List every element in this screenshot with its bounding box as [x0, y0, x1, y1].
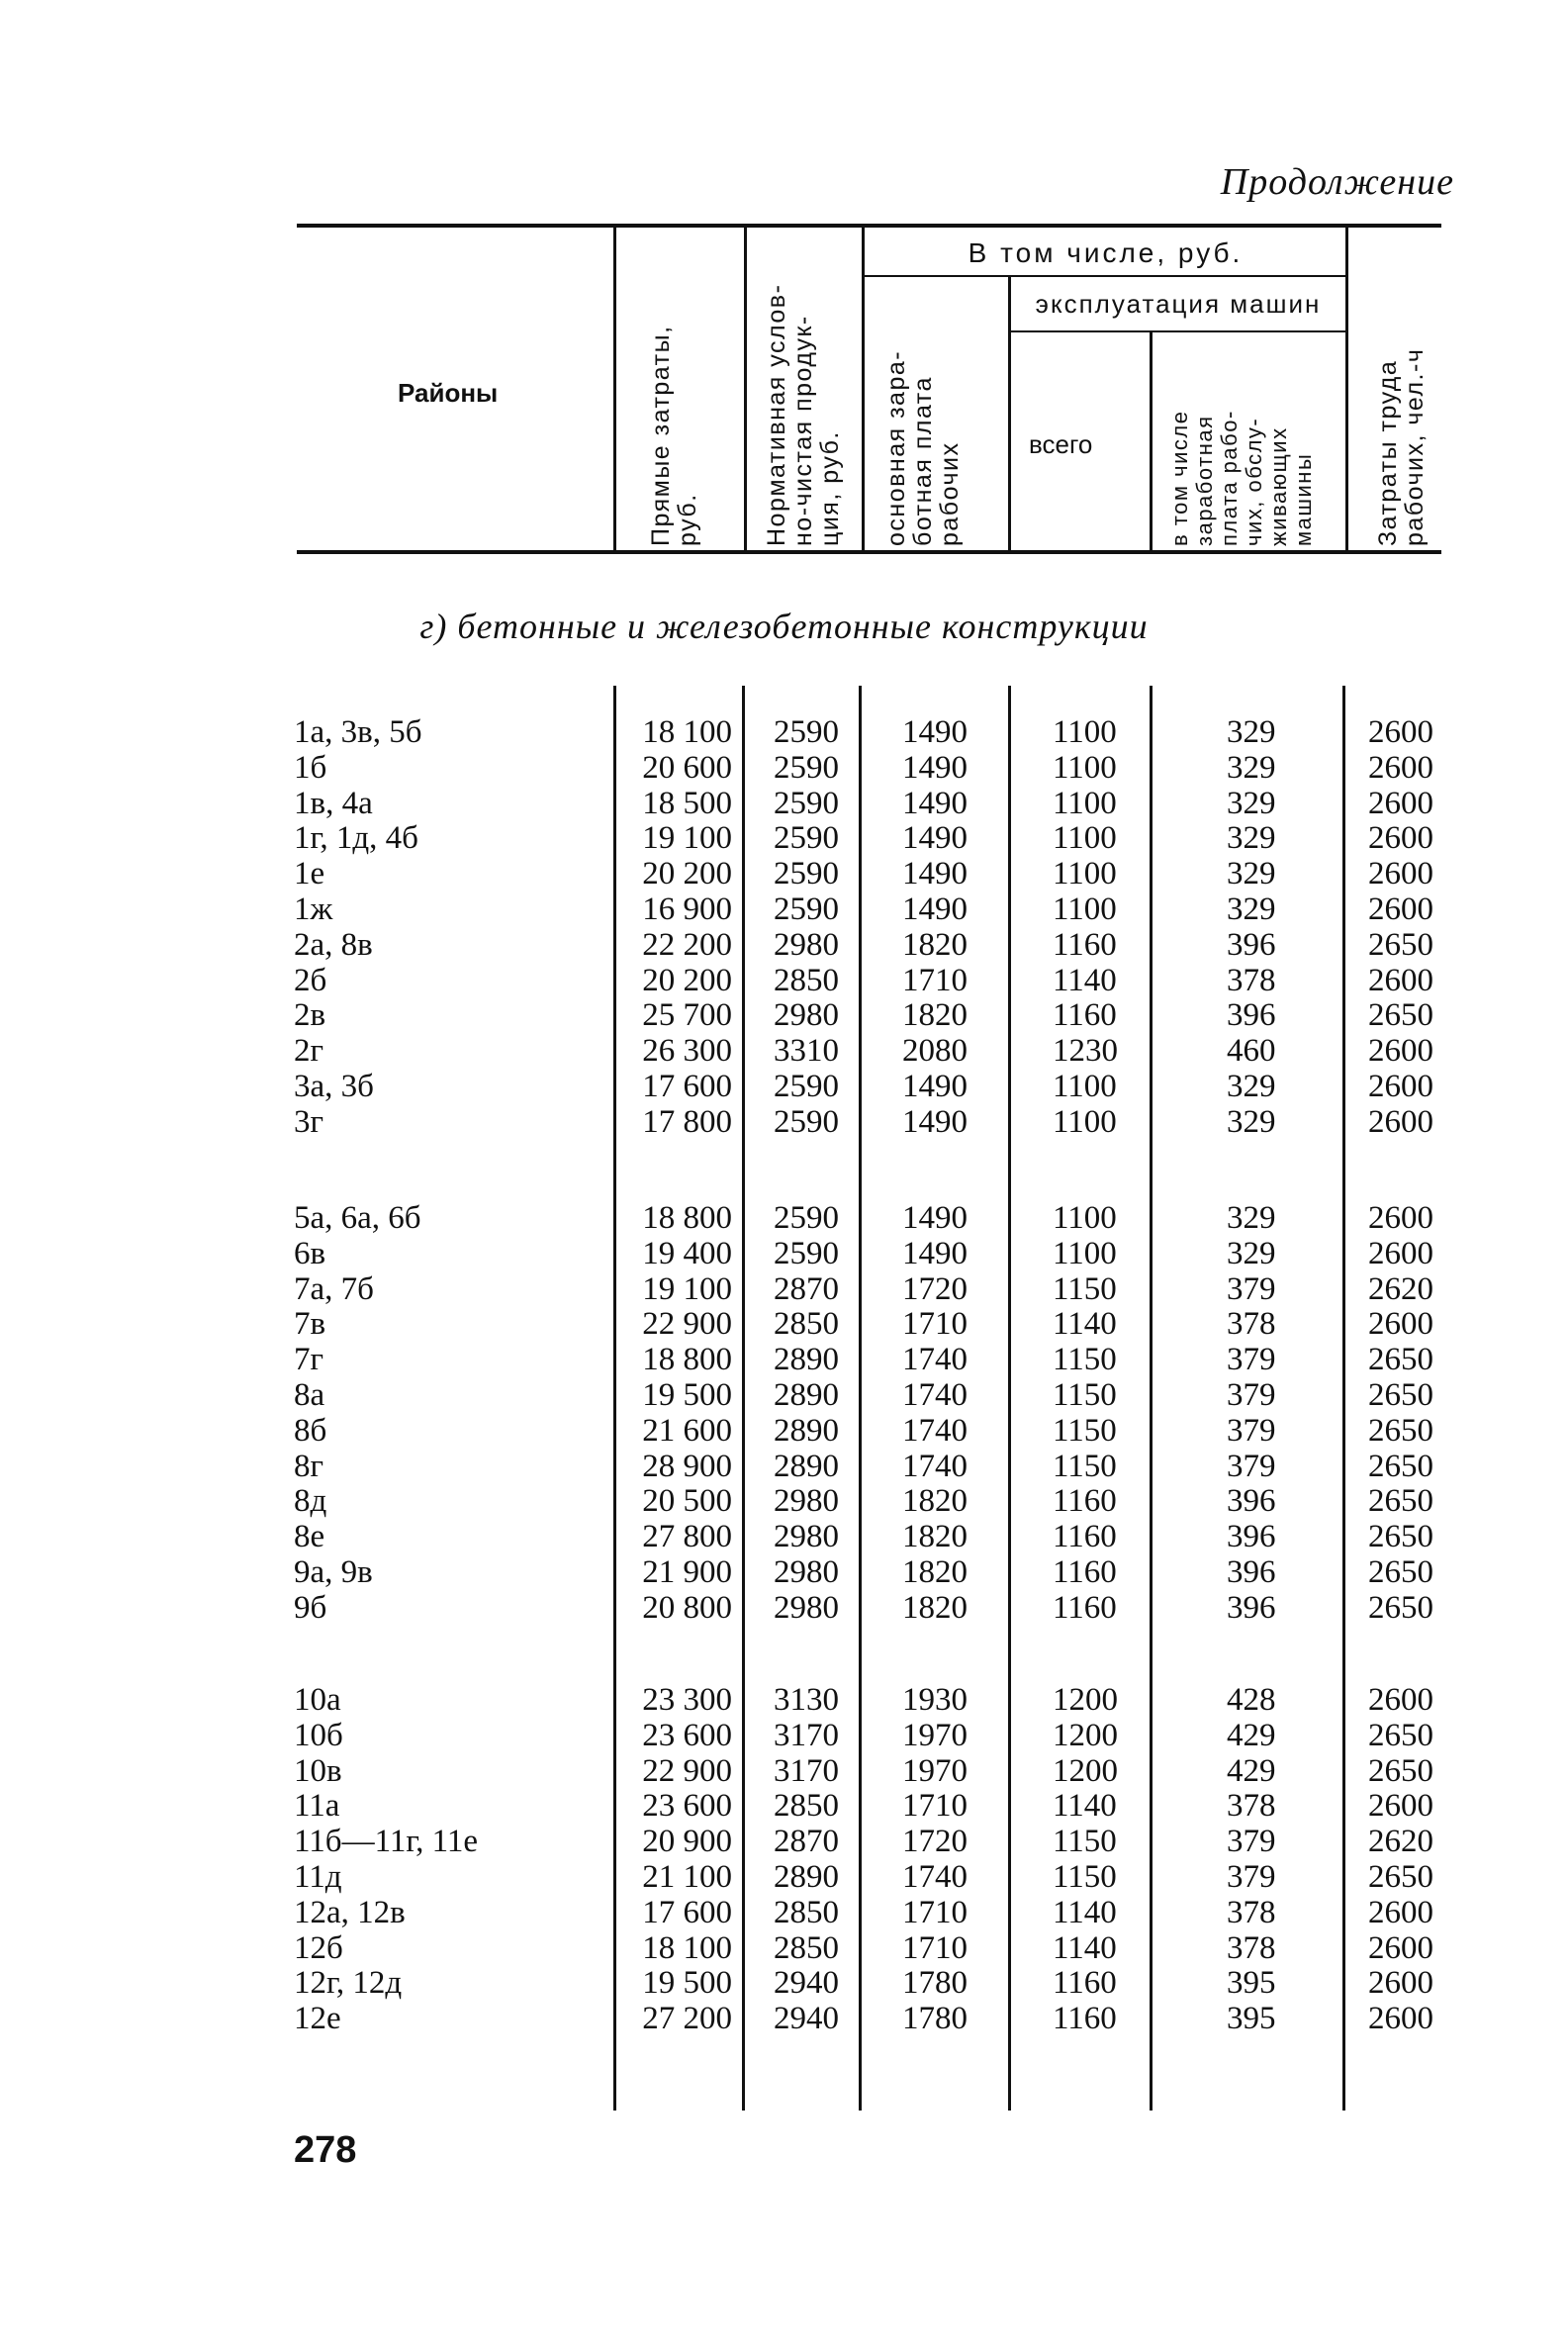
cell-machine-wages: 396: [1227, 1483, 1276, 1520]
cell-base-wages: 1490: [902, 785, 968, 821]
cell-labor: 2600: [1368, 891, 1433, 927]
cell-machine-wages: 396: [1227, 1554, 1276, 1590]
cell-machine-total: 1200: [1053, 1752, 1118, 1789]
table-row: [0, 1519, 1568, 1554]
cell-base-wages: 1820: [902, 1554, 968, 1590]
cell-direct-costs: 23 300: [642, 1682, 732, 1718]
cell-direct-costs: 19 100: [642, 1270, 732, 1307]
cell-direct-costs: 18 100: [642, 1929, 732, 1966]
table-row: [0, 963, 1568, 998]
cell-normative-net: 2590: [774, 1069, 839, 1104]
cell-machine-total: 1100: [1053, 1069, 1117, 1104]
cell-direct-costs: 19 500: [642, 1377, 732, 1413]
cell-region: 1ж: [294, 891, 333, 927]
cell-normative-net: 2850: [774, 1929, 839, 1966]
cell-direct-costs: 18 800: [642, 1200, 732, 1236]
cell-machine-total: 1150: [1053, 1412, 1117, 1449]
cell-machine-total: 1100: [1053, 891, 1117, 927]
cell-machine-total: 1160: [1053, 1483, 1117, 1520]
header-total: всего: [1029, 429, 1093, 459]
cell-normative-net: 2850: [774, 962, 839, 998]
cell-normative-net: 2850: [774, 1788, 839, 1825]
cell-machine-total: 1140: [1053, 962, 1117, 998]
cell-labor: 2600: [1368, 1965, 1433, 2002]
cell-labor: 2650: [1368, 1377, 1433, 1413]
cell-region: 7а, 7б: [294, 1270, 374, 1307]
cell-machine-total: 1160: [1053, 2001, 1117, 2037]
table-row: [0, 1824, 1568, 1859]
cell-region: 5а, 6а, 6б: [294, 1200, 421, 1236]
cell-normative-net: 2590: [774, 1200, 839, 1236]
table-row: [0, 1682, 1568, 1718]
cell-machine-total: 1200: [1053, 1717, 1118, 1753]
table-row: [0, 1236, 1568, 1271]
header-col-line: [744, 228, 747, 550]
cell-labor: 2650: [1368, 926, 1433, 963]
cell-direct-costs: 19 400: [642, 1235, 732, 1271]
table-row: [0, 2001, 1568, 2036]
cell-machine-total: 1100: [1053, 714, 1117, 750]
table-row: [0, 1753, 1568, 1789]
cell-labor: 2650: [1368, 1519, 1433, 1555]
cell-machine-total: 1200: [1053, 1682, 1118, 1718]
cell-direct-costs: 27 200: [642, 2001, 732, 2037]
table-row: [0, 1483, 1568, 1519]
cell-region: 2а, 8в: [294, 926, 373, 963]
cell-labor: 2600: [1368, 714, 1433, 750]
table-row: [0, 1788, 1568, 1824]
cell-machine-wages: 329: [1227, 1235, 1276, 1271]
cell-machine-wages: 429: [1227, 1752, 1276, 1789]
cell-base-wages: 1710: [902, 1788, 968, 1825]
cell-direct-costs: 22 200: [642, 926, 732, 963]
table-row: [0, 891, 1568, 927]
cell-labor: 2600: [1368, 1235, 1433, 1271]
cell-labor: 2600: [1368, 2001, 1433, 2037]
table-row: [0, 1271, 1568, 1307]
cell-machine-wages: 395: [1227, 1965, 1276, 2002]
cell-machine-wages: 329: [1227, 1200, 1276, 1236]
cell-machine-total: 1140: [1053, 1306, 1117, 1343]
header-normative-net: Нормативная услов- но-чистая продук- ция, руб.: [763, 283, 844, 546]
table-row: [0, 1554, 1568, 1590]
cell-labor: 2600: [1368, 749, 1433, 786]
cell-base-wages: 1490: [902, 856, 968, 892]
cell-direct-costs: 20 500: [642, 1483, 732, 1520]
cell-region: 2г: [294, 1033, 324, 1070]
cell-region: 8д: [294, 1483, 327, 1520]
cell-direct-costs: 20 900: [642, 1824, 732, 1860]
cell-direct-costs: 19 500: [642, 1965, 732, 2002]
cell-normative-net: 2590: [774, 714, 839, 750]
cell-region: 12б: [294, 1929, 343, 1966]
cell-machine-wages: 329: [1227, 749, 1276, 786]
cell-region: 7г: [294, 1342, 324, 1378]
cell-direct-costs: 21 100: [642, 1859, 732, 1895]
cell-machine-wages: 379: [1227, 1270, 1276, 1307]
cell-normative-net: 2590: [774, 820, 839, 857]
cell-normative-net: 2980: [774, 1589, 839, 1626]
cell-machine-total: 1230: [1053, 1033, 1118, 1070]
cell-base-wages: 1780: [902, 2001, 968, 2037]
cell-machine-wages: 378: [1227, 1929, 1276, 1966]
cell-machine-total: 1100: [1053, 1103, 1117, 1140]
cell-labor: 2600: [1368, 1788, 1433, 1825]
cell-normative-net: 2940: [774, 1965, 839, 2002]
cell-machine-wages: 396: [1227, 1589, 1276, 1626]
cell-base-wages: 1490: [902, 1069, 968, 1104]
cell-machine-wages: 396: [1227, 926, 1276, 963]
cell-direct-costs: 20 200: [642, 856, 732, 892]
cell-machine-wages: 428: [1227, 1682, 1276, 1718]
cell-normative-net: 2980: [774, 1483, 839, 1520]
cell-machine-wages: 396: [1227, 1519, 1276, 1555]
table-row: [0, 1895, 1568, 1930]
cell-normative-net: 2870: [774, 1824, 839, 1860]
cell-labor: 2650: [1368, 1589, 1433, 1626]
cell-normative-net: 2850: [774, 1894, 839, 1930]
cell-direct-costs: 26 300: [642, 1033, 732, 1070]
cell-direct-costs: 23 600: [642, 1788, 732, 1825]
cell-labor: 2650: [1368, 1448, 1433, 1484]
cell-base-wages: 1710: [902, 962, 968, 998]
header-top-rule: [297, 224, 1441, 228]
cell-labor: 2600: [1368, 856, 1433, 892]
cell-region: 9б: [294, 1589, 327, 1626]
cell-region: 11а: [294, 1788, 340, 1825]
cell-base-wages: 2080: [902, 1033, 968, 1070]
cell-normative-net: 2870: [774, 1270, 839, 1307]
cell-normative-net: 2980: [774, 1554, 839, 1590]
cell-labor: 2600: [1368, 1033, 1433, 1070]
cell-direct-costs: 21 900: [642, 1554, 732, 1590]
cell-direct-costs: 17 800: [642, 1103, 732, 1140]
cell-machine-total: 1100: [1053, 1200, 1117, 1236]
header-machine-operation: эксплуатация машин: [1035, 289, 1322, 319]
cell-labor: 2600: [1368, 785, 1433, 821]
cell-direct-costs: 22 900: [642, 1752, 732, 1789]
header-direct-costs: Прямые затраты, руб.: [647, 325, 701, 546]
cell-normative-net: 2590: [774, 1103, 839, 1140]
cell-base-wages: 1710: [902, 1306, 968, 1343]
table-row: [0, 714, 1568, 750]
cell-labor: 2620: [1368, 1270, 1433, 1307]
cell-direct-costs: 18 100: [642, 714, 732, 750]
cell-direct-costs: 22 900: [642, 1306, 732, 1343]
cell-region: 8а: [294, 1377, 325, 1413]
cell-machine-total: 1140: [1053, 1929, 1117, 1966]
cell-machine-wages: 379: [1227, 1859, 1276, 1895]
cell-labor: 2600: [1368, 1306, 1433, 1343]
cell-region: 12а, 12в: [294, 1894, 406, 1930]
cell-normative-net: 2590: [774, 749, 839, 786]
table-row: [0, 1069, 1568, 1104]
table-row: [0, 820, 1568, 856]
cell-direct-costs: 18 800: [642, 1342, 732, 1378]
cell-base-wages: 1820: [902, 997, 968, 1034]
cell-normative-net: 2980: [774, 926, 839, 963]
cell-normative-net: 2980: [774, 1519, 839, 1555]
cell-base-wages: 1820: [902, 1519, 968, 1555]
cell-labor: 2650: [1368, 1483, 1433, 1520]
cell-direct-costs: 27 800: [642, 1519, 732, 1555]
cell-machine-wages: 379: [1227, 1377, 1276, 1413]
cell-labor: 2600: [1368, 1929, 1433, 1966]
cell-machine-total: 1100: [1053, 820, 1117, 857]
cell-region: 8е: [294, 1519, 325, 1555]
table-row: [0, 997, 1568, 1033]
cell-direct-costs: 18 500: [642, 785, 732, 821]
cell-machine-wages: 329: [1227, 820, 1276, 857]
cell-normative-net: 3130: [774, 1682, 839, 1718]
cell-region: 8г: [294, 1448, 324, 1484]
cell-base-wages: 1710: [902, 1894, 968, 1930]
cell-normative-net: 3170: [774, 1717, 839, 1753]
cell-direct-costs: 19 100: [642, 820, 732, 857]
cell-labor: 2650: [1368, 1752, 1433, 1789]
table-row: [0, 1033, 1568, 1069]
cell-machine-wages: 396: [1227, 997, 1276, 1034]
cell-machine-wages: 329: [1227, 1103, 1276, 1140]
cell-direct-costs: 17 600: [642, 1069, 732, 1104]
cell-base-wages: 1970: [902, 1717, 968, 1753]
cell-direct-costs: 21 600: [642, 1412, 732, 1449]
table-row: [0, 750, 1568, 786]
cell-normative-net: 2590: [774, 785, 839, 821]
cell-normative-net: 2850: [774, 1306, 839, 1343]
table-row: [0, 1930, 1568, 1966]
cell-base-wages: 1820: [902, 926, 968, 963]
cell-labor: 2650: [1368, 1412, 1433, 1449]
cell-normative-net: 3170: [774, 1752, 839, 1789]
table-row: [0, 1342, 1568, 1377]
cell-labor: 2650: [1368, 1717, 1433, 1753]
cell-machine-wages: 379: [1227, 1412, 1276, 1449]
table-row: [0, 1718, 1568, 1753]
table-row: [0, 1377, 1568, 1413]
cell-machine-wages: 379: [1227, 1824, 1276, 1860]
header-subrule: [865, 275, 1345, 277]
header-col-line: [613, 228, 616, 550]
cell-direct-costs: 25 700: [642, 997, 732, 1034]
table-row: [0, 786, 1568, 821]
cell-normative-net: 2890: [774, 1377, 839, 1413]
cell-base-wages: 1490: [902, 714, 968, 750]
cell-region: 9а, 9в: [294, 1554, 373, 1590]
cell-base-wages: 1820: [902, 1483, 968, 1520]
cell-base-wages: 1740: [902, 1377, 968, 1413]
cell-labor: 2650: [1368, 1859, 1433, 1895]
header-including: В том числе, руб.: [968, 237, 1244, 268]
cell-direct-costs: 28 900: [642, 1448, 732, 1484]
cell-base-wages: 1490: [902, 891, 968, 927]
cell-machine-total: 1150: [1053, 1270, 1117, 1307]
cell-region: 3а, 3б: [294, 1069, 374, 1104]
cell-normative-net: 2890: [774, 1412, 839, 1449]
cell-machine-total: 1100: [1053, 749, 1117, 786]
cell-machine-total: 1100: [1053, 1235, 1117, 1271]
cell-machine-wages: 429: [1227, 1717, 1276, 1753]
cell-machine-total: 1160: [1053, 1965, 1117, 2002]
cell-region: 6в: [294, 1235, 326, 1271]
cell-machine-wages: 378: [1227, 1788, 1276, 1825]
cell-base-wages: 1970: [902, 1752, 968, 1789]
cell-labor: 2650: [1368, 1342, 1433, 1378]
cell-labor: 2650: [1368, 997, 1433, 1034]
cell-machine-total: 1150: [1053, 1859, 1117, 1895]
cell-direct-costs: 16 900: [642, 891, 732, 927]
table-row: [0, 1590, 1568, 1626]
cell-region: 1б: [294, 749, 327, 786]
cell-normative-net: 2980: [774, 997, 839, 1034]
cell-machine-total: 1160: [1053, 1589, 1117, 1626]
cell-normative-net: 2890: [774, 1342, 839, 1378]
cell-machine-wages: 329: [1227, 856, 1276, 892]
header-col-line: [1345, 228, 1348, 550]
cell-base-wages: 1710: [902, 1929, 968, 1966]
cell-machine-wages: 378: [1227, 1306, 1276, 1343]
cell-machine-total: 1150: [1053, 1448, 1117, 1484]
cell-base-wages: 1720: [902, 1270, 968, 1307]
cell-machine-wages: 329: [1227, 1069, 1276, 1104]
cell-region: 11д: [294, 1859, 342, 1895]
cell-direct-costs: 23 600: [642, 1717, 732, 1753]
cell-direct-costs: 20 800: [642, 1589, 732, 1626]
cell-machine-total: 1140: [1053, 1894, 1117, 1930]
cell-machine-wages: 379: [1227, 1448, 1276, 1484]
cell-region: 12е: [294, 2001, 341, 2037]
cell-region: 2в: [294, 997, 326, 1034]
header-subrule: [1011, 330, 1345, 332]
header-base-wages: основная зара- ботная плата рабочих: [882, 349, 964, 546]
cell-base-wages: 1720: [902, 1824, 968, 1860]
cell-normative-net: 2890: [774, 1859, 839, 1895]
cell-direct-costs: 17 600: [642, 1894, 732, 1930]
cell-normative-net: 3310: [774, 1033, 839, 1070]
cell-region: 10а: [294, 1682, 341, 1718]
cell-base-wages: 1740: [902, 1412, 968, 1449]
cell-machine-total: 1160: [1053, 997, 1117, 1034]
cell-labor: 2600: [1368, 820, 1433, 857]
table-row: [0, 1200, 1568, 1236]
cell-region: 10б: [294, 1717, 343, 1753]
cell-machine-total: 1150: [1053, 1342, 1117, 1378]
cell-machine-wages: 329: [1227, 891, 1276, 927]
cell-machine-wages: 379: [1227, 1342, 1276, 1378]
table-row: [0, 1413, 1568, 1449]
cell-machine-total: 1160: [1053, 926, 1117, 963]
cell-base-wages: 1490: [902, 1235, 968, 1271]
cell-region: 11б—11г, 11е: [294, 1824, 479, 1860]
cell-machine-wages: 378: [1227, 962, 1276, 998]
table-row: [0, 1104, 1568, 1140]
cell-base-wages: 1820: [902, 1589, 968, 1626]
cell-labor: 2600: [1368, 1069, 1433, 1104]
table-row: [0, 1306, 1568, 1342]
header-including-wages: в том числе заработная плата рабо- чих, обслу- живающих машины: [1167, 410, 1316, 546]
cell-region: 3г: [294, 1103, 324, 1140]
cell-region: 1г, 1д, 4б: [294, 820, 418, 857]
cell-machine-wages: 395: [1227, 2001, 1276, 2037]
cell-labor: 2620: [1368, 1824, 1433, 1860]
cell-labor: 2600: [1368, 1200, 1433, 1236]
cell-labor: 2650: [1368, 1554, 1433, 1590]
cell-normative-net: 2890: [774, 1448, 839, 1484]
header-regions: Районы: [398, 378, 499, 408]
cell-machine-wages: 329: [1227, 785, 1276, 821]
cell-normative-net: 2590: [774, 1235, 839, 1271]
cell-machine-total: 1160: [1053, 1554, 1117, 1590]
page-header: Продолжение: [1220, 161, 1454, 203]
cell-region: 10в: [294, 1752, 342, 1789]
cell-machine-total: 1160: [1053, 1519, 1117, 1555]
header-col-line: [1150, 332, 1153, 550]
cell-base-wages: 1490: [902, 820, 968, 857]
cell-labor: 2600: [1368, 1103, 1433, 1140]
cell-region: 2б: [294, 962, 327, 998]
table-row: [0, 1859, 1568, 1895]
cell-labor: 2600: [1368, 1894, 1433, 1930]
cell-machine-wages: 378: [1227, 1894, 1276, 1930]
cell-labor: 2600: [1368, 1682, 1433, 1718]
cell-base-wages: 1740: [902, 1342, 968, 1378]
cell-machine-total: 1150: [1053, 1824, 1117, 1860]
cell-machine-total: 1150: [1053, 1377, 1117, 1413]
cell-machine-total: 1140: [1053, 1788, 1117, 1825]
cell-normative-net: 2590: [774, 856, 839, 892]
cell-base-wages: 1490: [902, 1200, 968, 1236]
table-row: [0, 1449, 1568, 1484]
header-labor: Затраты труда рабочих, чел.-ч: [1374, 347, 1429, 546]
cell-labor: 2600: [1368, 962, 1433, 998]
cell-machine-total: 1100: [1053, 785, 1117, 821]
cell-machine-wages: 460: [1227, 1033, 1276, 1070]
header-bottom-rule: [297, 550, 1441, 554]
table-row: [0, 1965, 1568, 2001]
cell-base-wages: 1490: [902, 1103, 968, 1140]
cell-direct-costs: 20 200: [642, 962, 732, 998]
cell-machine-wages: 329: [1227, 714, 1276, 750]
cell-base-wages: 1780: [902, 1965, 968, 2002]
cell-region: 7в: [294, 1306, 326, 1343]
cell-base-wages: 1930: [902, 1682, 968, 1718]
cell-base-wages: 1740: [902, 1859, 968, 1895]
table-row: [0, 856, 1568, 891]
cell-machine-total: 1100: [1053, 856, 1117, 892]
cell-normative-net: 2590: [774, 891, 839, 927]
cell-base-wages: 1740: [902, 1448, 968, 1484]
cell-direct-costs: 20 600: [642, 749, 732, 786]
table-row: [0, 927, 1568, 963]
cell-region: 1в, 4а: [294, 785, 373, 821]
cell-normative-net: 2940: [774, 2001, 839, 2037]
cell-region: 8б: [294, 1412, 327, 1449]
cell-base-wages: 1490: [902, 749, 968, 786]
page-number: 278: [294, 2129, 357, 2171]
cell-region: 1а, 3в, 5б: [294, 714, 422, 750]
cell-region: 1е: [294, 856, 325, 892]
section-title: г) бетонные и железобетонные конструкции: [419, 607, 1149, 646]
cell-region: 12г, 12д: [294, 1965, 403, 2002]
